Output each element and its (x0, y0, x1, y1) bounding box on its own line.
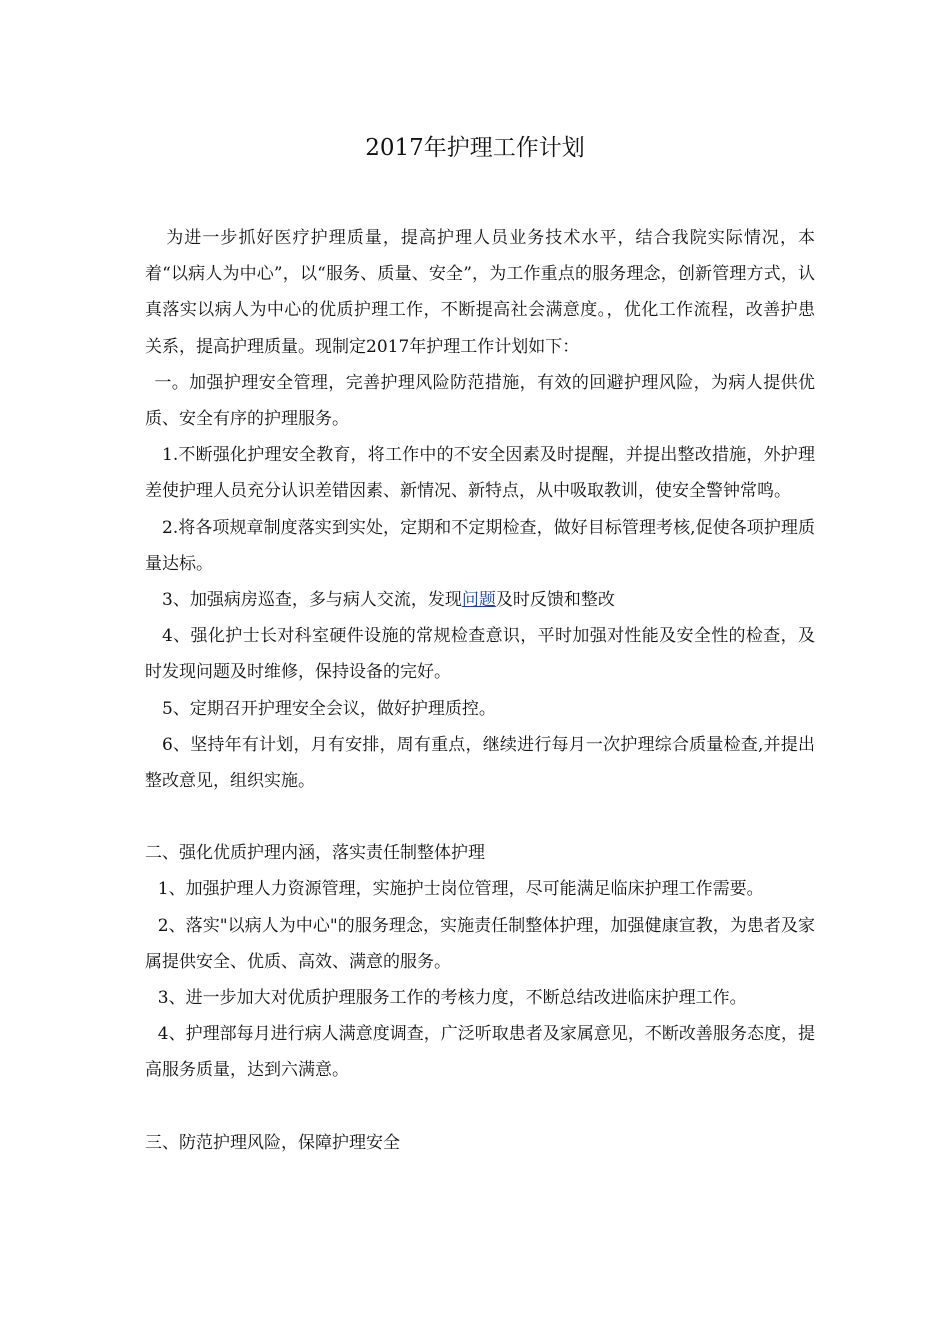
section1-item-3-text-before: 3、加强病房巡查，多与病人交流，发现 (162, 590, 462, 611)
document-title: 2017年护理工作计划 (365, 135, 585, 161)
section1-item-3-text-after: 及时反馈和整改 (495, 590, 615, 611)
section2-item-4: 4、护理部每月进行病人满意度调查，广泛听取患者及家属意见，不断改善服务态度，提高服务质量，达到六满意。 (145, 1024, 815, 1081)
section2-heading: 二、强化优质护理内涵，落实责任制整体护理 (145, 843, 485, 864)
problem-link[interactable]: 问题 (461, 590, 496, 611)
section1-item-2: 2.将各项规章制度落实到实处，定期和不定期检查，做好目标管理考核,促使各项护理质量达标。 (145, 517, 815, 574)
section1-item-5: 5、定期召开护理安全会议，做好护理质控。 (162, 698, 496, 719)
section3-heading: 三、防范护理风险，保障护理安全 (145, 1132, 400, 1153)
section-spacer (145, 799, 815, 835)
section2-item-3: 3、进一步加大对优质护理服务工作的考核力度，不断总结改进临床护理工作。 (157, 988, 747, 1009)
section-spacer (145, 1089, 815, 1125)
section2-item-2: 2、落实"以病人为中心"的服务理念，实施责任制整体护理，加强健康宣教，为患者及家属提供安全、优质、高效、满意的服务。 (145, 915, 815, 972)
document-body (145, 220, 815, 1161)
section1-item-6: 6、坚持年有计划，月有安排，周有重点，继续进行每月一次护理综合质量检查,并提出整改意见，组织实施。 (145, 734, 815, 792)
section1-heading: 一。加强护理安全管理，完善护理风险防范措施，有效的回避护理风险，为病人提供优质、安全有序的护理服务。 (145, 372, 815, 430)
intro-paragraph: 为进一步抓好医疗护理质量，提高护理人员业务技术水平，结合我院实际情况，本着“以病人为中心”，以“服务、质量、安全”，为工作重点的服务理念，创新管理方式，认真落实以病人为中心的优质护理工作，不断提高社会满意度。，优化工作流程，改善护患关系，提高护理质量。现制定2017年护理工作计划如下： (145, 228, 815, 357)
section2-item-1: 1、加强护理人力资源管理，实施护士岗位管理，尽可能满足临床护理工作需要。 (157, 879, 764, 900)
section1-item-3 (145, 582, 815, 618)
section1-item-4: 4、强化护士长对科室硬件设施的常规检查意识，平时加强对性能及安全性的检查，及时发现问题及时维修，保持设备的完好。 (145, 626, 815, 683)
section1-item-1: 1.不断强化护理安全教育，将工作中的不安全因素及时提醒，并提出整改措施，外护理差使护理人员充分认识差错因素、新情况、新特点，从中吸取教训，使安全警钟常鸣。 (145, 445, 815, 502)
